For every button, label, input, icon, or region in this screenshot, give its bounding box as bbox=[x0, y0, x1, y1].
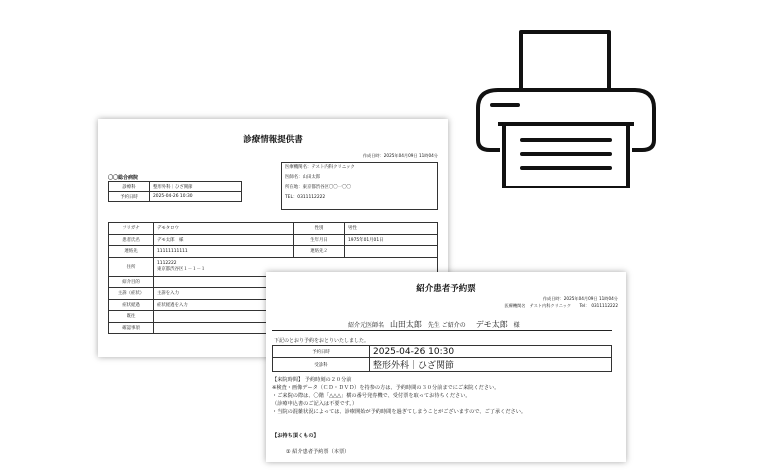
table-cell: 確認事項 bbox=[109, 322, 154, 334]
doc2-appointment-table bbox=[272, 345, 612, 372]
doc1-clinic-box bbox=[281, 162, 438, 210]
note-line: ※検査・画像データ（ＣＤ・ＤＶＤ）を持参の方は、予約時間の３０分前までにご来院ください。 bbox=[272, 385, 500, 391]
doc1-created: 作成日時：2025年04月09日 11時04分 bbox=[362, 153, 438, 158]
clinic-tel: TEL：0311112222 bbox=[285, 195, 326, 200]
table-row bbox=[109, 246, 438, 258]
table-cell: 整形外科｜ひざ関節 bbox=[150, 182, 242, 192]
appointment-slip-document bbox=[266, 272, 626, 462]
clinic-address: 所在地：東京都渋谷区〇〇一〇〇 bbox=[285, 185, 351, 190]
doc2-clinic-line: 医療機関名 テスト内科クリニック Tel： 0311112222 bbox=[504, 303, 618, 308]
table-cell: 生年月日 bbox=[294, 234, 345, 246]
table-cell: 予約日時 bbox=[273, 346, 370, 358]
clinic-name: 医療機関名：テスト内科クリニック bbox=[285, 165, 355, 170]
doc2-created: 作成日時：2025年04月09日 11時04分 bbox=[542, 296, 618, 301]
doctor-suffix: 先生 ご紹介の bbox=[427, 322, 466, 329]
table-row bbox=[109, 234, 438, 246]
table-cell: 住所 bbox=[109, 257, 154, 276]
note-line: 【来院時間】 予約時刻の２０分前 bbox=[272, 377, 352, 383]
table-cell: 性別 bbox=[294, 223, 345, 235]
doctor-name: 山田太郎 bbox=[389, 320, 422, 329]
doc1-hospital-table bbox=[108, 181, 242, 202]
note-line: ・当院の混雑状況によっては、診療開始が予約時間を過ぎてしまうことがございますので、ご了承ください。 bbox=[272, 409, 527, 415]
table-cell: 連絡先２ bbox=[294, 246, 345, 258]
table-cell: 症状経過を入力 bbox=[154, 299, 438, 311]
clinic-doctor: 医師名：山田太郎 bbox=[285, 175, 321, 180]
table-cell: 予約日時 bbox=[109, 192, 150, 202]
printer-icon bbox=[474, 28, 658, 188]
table-cell: 既往 bbox=[109, 311, 154, 323]
table-cell: 整形外科｜ひざ関節 bbox=[370, 358, 612, 372]
table-cell: 1975年01月01日 bbox=[345, 234, 438, 246]
table-cell: 主訴を入力 bbox=[154, 288, 438, 300]
table-row bbox=[109, 223, 438, 235]
table-cell: 患者氏名 bbox=[109, 234, 154, 246]
table-cell: 連絡先 bbox=[109, 246, 154, 258]
table-cell: 症状経過 bbox=[109, 299, 154, 311]
note-line: 【お持ち頂くもの】 bbox=[272, 433, 319, 439]
note-line: ① 紹介患者予約票（本票） bbox=[286, 449, 350, 455]
note-line: ・ご来院の際は、〇階「△△△」横の番号発券機で、受付票を取ってお待ちください。 bbox=[272, 393, 471, 399]
table-cell: 2025-04-26 10:30 bbox=[370, 346, 612, 358]
doc2-doctor-line bbox=[348, 319, 520, 330]
table-cell: 11111111111 bbox=[154, 246, 294, 258]
divider bbox=[272, 330, 612, 331]
table-cell: 2025-04-26 10:30 bbox=[150, 192, 242, 202]
table-cell: フリガナ bbox=[109, 223, 154, 235]
table-cell: 主訴（症状） bbox=[109, 288, 154, 300]
table-row bbox=[109, 192, 242, 202]
doc2-intro: 下記のとおり予約をおとりいたしました。 bbox=[274, 338, 370, 344]
table-cell: 男性 bbox=[345, 223, 438, 235]
note-line: （診療申込書のご記入は不要です。） bbox=[272, 401, 358, 407]
address-line: 東京都渋谷区１－１－１ bbox=[157, 266, 206, 272]
table-cell: 診療科 bbox=[109, 182, 150, 192]
doc1-title: 診療情報提供書 bbox=[243, 135, 303, 145]
patient-suffix: 様 bbox=[513, 322, 520, 329]
table-row bbox=[273, 358, 612, 372]
table-cell: 受診科 bbox=[273, 358, 370, 372]
table-cell: 紹介目的 bbox=[109, 276, 154, 288]
doc2-title: 紹介患者予約票 bbox=[416, 284, 476, 294]
doc1-hospital-name: 〇〇総合病院 bbox=[108, 175, 139, 181]
table-cell: デモ太郎 様 bbox=[154, 234, 294, 246]
table-row bbox=[109, 182, 242, 192]
table-cell bbox=[345, 246, 438, 258]
patient-name: デモ太郎 bbox=[475, 320, 508, 329]
doctor-label: 紹介元医師名 bbox=[348, 322, 385, 329]
table-row bbox=[273, 346, 612, 358]
address-zip: 1112222 bbox=[157, 260, 177, 266]
table-cell: デモタロウ bbox=[154, 223, 294, 235]
